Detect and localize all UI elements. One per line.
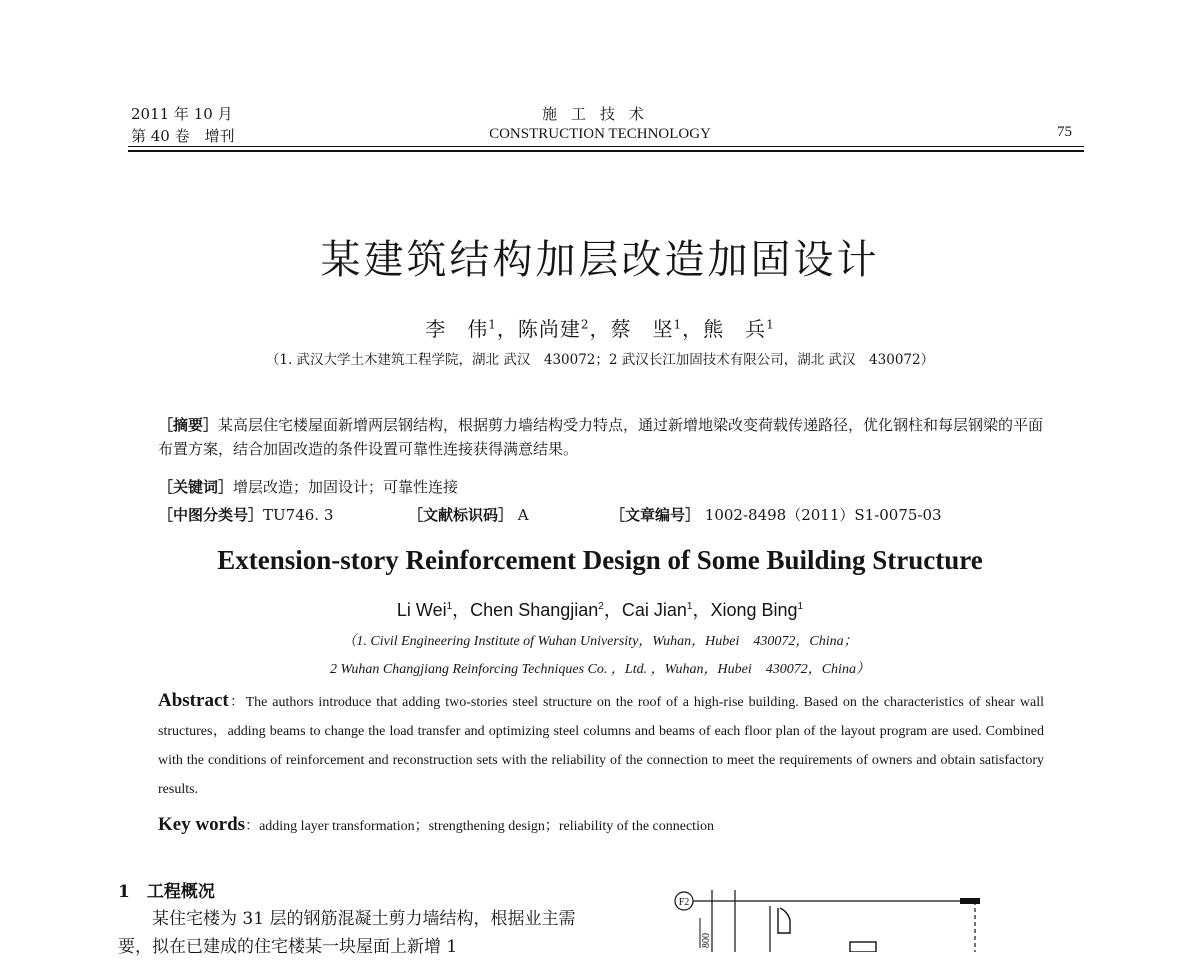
author-en-1: Li Wei$^1$ [396, 600, 453, 620]
keywords-en-label: Key words [158, 814, 246, 835]
abstract-en [158, 686, 1044, 804]
paper-title-en: Extension-story Reinforcement Design of Some Building Structure [217, 545, 983, 575]
journal-title-cn: 施工技术 [541, 105, 658, 123]
author-en-2: Chen Shangjian$^2$ [470, 600, 604, 620]
abstract-cn [158, 413, 1058, 461]
journal-title-en: CONSTRUCTION TECHNOLOGY [489, 126, 711, 142]
affiliation-en-1: （1. Civil Engineering Institute of Wuhan University，Wuhan，Hubei 430072，China； [342, 634, 858, 649]
keywords-en-text: ：adding layer transformation；strengthening design；reliability of the connection [245, 819, 714, 834]
affiliation-en-2: 2 Wuhan Changjiang Reinforcing Techniques Co. ，Ltd. ，Wuhan，Hubei 430072，China） [330, 662, 870, 677]
clc-number: ［中图分类号］TU746. 3 [158, 506, 334, 524]
keywords-cn [158, 475, 1058, 499]
header-rule-thick [128, 150, 1084, 152]
dimension-label: 800 [701, 933, 712, 948]
document-code: ［文献标识码］ A [408, 506, 529, 524]
classification-row [158, 503, 1058, 527]
door-swing [778, 908, 790, 933]
author-cn-3: 蔡 坚$^1$ [610, 317, 683, 341]
authors-cn: 李 伟$^1$，陈尚建$^2$，蔡 坚$^1$，熊 兵$^1$ [425, 317, 775, 341]
header-volume: 第 40 卷 增刊 [131, 127, 235, 145]
abstract-en-label: Abstract [158, 690, 229, 711]
abstract-en-text: ：The authors introduce that adding two-stories steel structure on the roof of a high-rise building. Based on the characteristics of shear wall structures，adding beams to change the load transfer and optimizing steel columns and beams of each floor plan of the layout program are used. Combined with the conditions of reinforcement and reconstruction sets with the reliability of the connection to meet the requirements of owners and obtain satisfactory results. [158, 695, 1044, 797]
structural-plan-drawing [660, 878, 1080, 952]
author-en-4: Xiong Bing$^1$ [710, 600, 804, 620]
beam-end-block [960, 898, 980, 904]
header-date: 2011 年 10 月 [131, 105, 233, 123]
author-en-3: Cai Jian$^1$ [621, 600, 693, 620]
paper-title-cn: 某建筑结构加层改造加固设计 [320, 237, 880, 283]
header-rule-thin [128, 146, 1084, 147]
section-1-body: 某住宅楼为 31 层的钢筋混凝土剪力墙结构，根据业主需要，拟在已建成的住宅楼某一块屋面上新增 1 [118, 909, 576, 957]
abstract-cn-text: 某高层住宅楼屋面新增两层钢结构，根据剪力墙结构受力特点，通过新增地梁改变荷载传递路径，优化钢柱和每层钢梁的平面布置方案，结合加固改造的条件设置可靠性连接获得满意结果。 [158, 416, 1044, 458]
author-cn-1: 李 伟$^1$ [425, 317, 497, 341]
article-id: ［文章编号］ 1002-8498（2011）S1-0075-03 [610, 506, 942, 524]
section-1-heading: 1 工程概况 [118, 882, 215, 902]
abstract-cn-label: ［摘要］ [158, 416, 219, 434]
author-cn-4: 熊 兵$^1$ [703, 317, 775, 341]
author-cn-2: 陈尚建$^2$ [517, 317, 590, 341]
affiliations-cn: （1. 武汉大学土木建筑工程学院，湖北 武汉 430072；2 武汉长江加固技术有限公司，湖北 武汉 430072） [265, 352, 935, 368]
keywords-cn-label: ［关键词］ [158, 478, 234, 496]
authors-en: Li Wei$^1$，Chen Shangjian$^2$，Cai Jian$^1$，Xiong Bing$^1$ [396, 600, 804, 620]
keywords-cn-text: 增层改造；加固设计；可靠性连接 [233, 478, 459, 496]
keywords-en [158, 813, 1044, 839]
column-symbol [850, 942, 876, 952]
page-number: 75 [1057, 124, 1072, 140]
axis-label: F2 [678, 897, 690, 908]
